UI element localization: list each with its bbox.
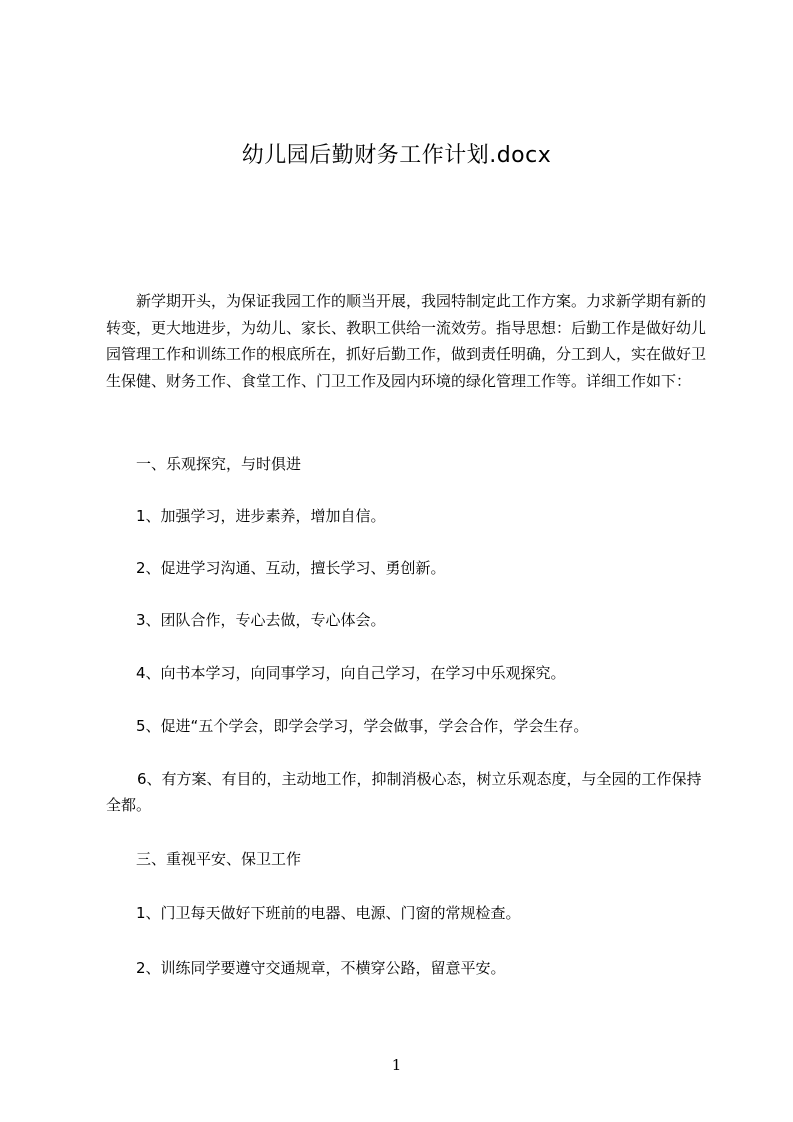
list-item: 3、团队合作，专心去做，专心体会。 [136,611,386,629]
intro-text: 新学期开头，为保证我园工作的顺当开展，我园特制定此工作方案。力求新学期有新的转变，更大地进步，为幼儿、家长、教职工供给一流效劳。指导思想：后勤工作是做好幼儿园管理工作和训练工作的根底所在，抓好后勤工作，做到责任明确，分工到人，实在做好卫生保健、财务工作、食堂工作、门卫工作及园内环境的绿化管理工作等。详细工作如下： [106,292,707,390]
list-item: 2、训练同学要遵守交通规章，不横穿公路，留意平安。 [136,959,506,977]
page-number: 1 [391,1056,402,1074]
list-item: 2、促进学习沟通、互动，擅长学习、勇创新。 [136,559,446,577]
section-heading-1: 一、乐观探究，与时俱进 [136,455,302,473]
list-item: 1、加强学习，进步素养，增加自信。 [136,507,386,525]
intro-paragraph [106,288,706,394]
section-heading-3: 三、重视平安、保卫工作 [136,850,302,868]
list-item-6 [106,766,706,818]
list-item: 5、促进“五个学会，即学会学习，学会做事，学会合作，学会生存。 [136,717,589,735]
list-item: 4、向书本学习，向同事学习，向自己学习，在学习中乐观探究。 [136,664,566,682]
list-item: 1、门卫每天做好下班前的电器、电源、门窗的常规检查。 [136,904,521,922]
document-title: 幼儿园后勤财务工作计划.docx [241,143,552,168]
list-item-6-text: 6、有方案、有目的，主动地工作，抑制消极心态，树立乐观态度，与全园的工作保持全都。 [106,770,702,814]
